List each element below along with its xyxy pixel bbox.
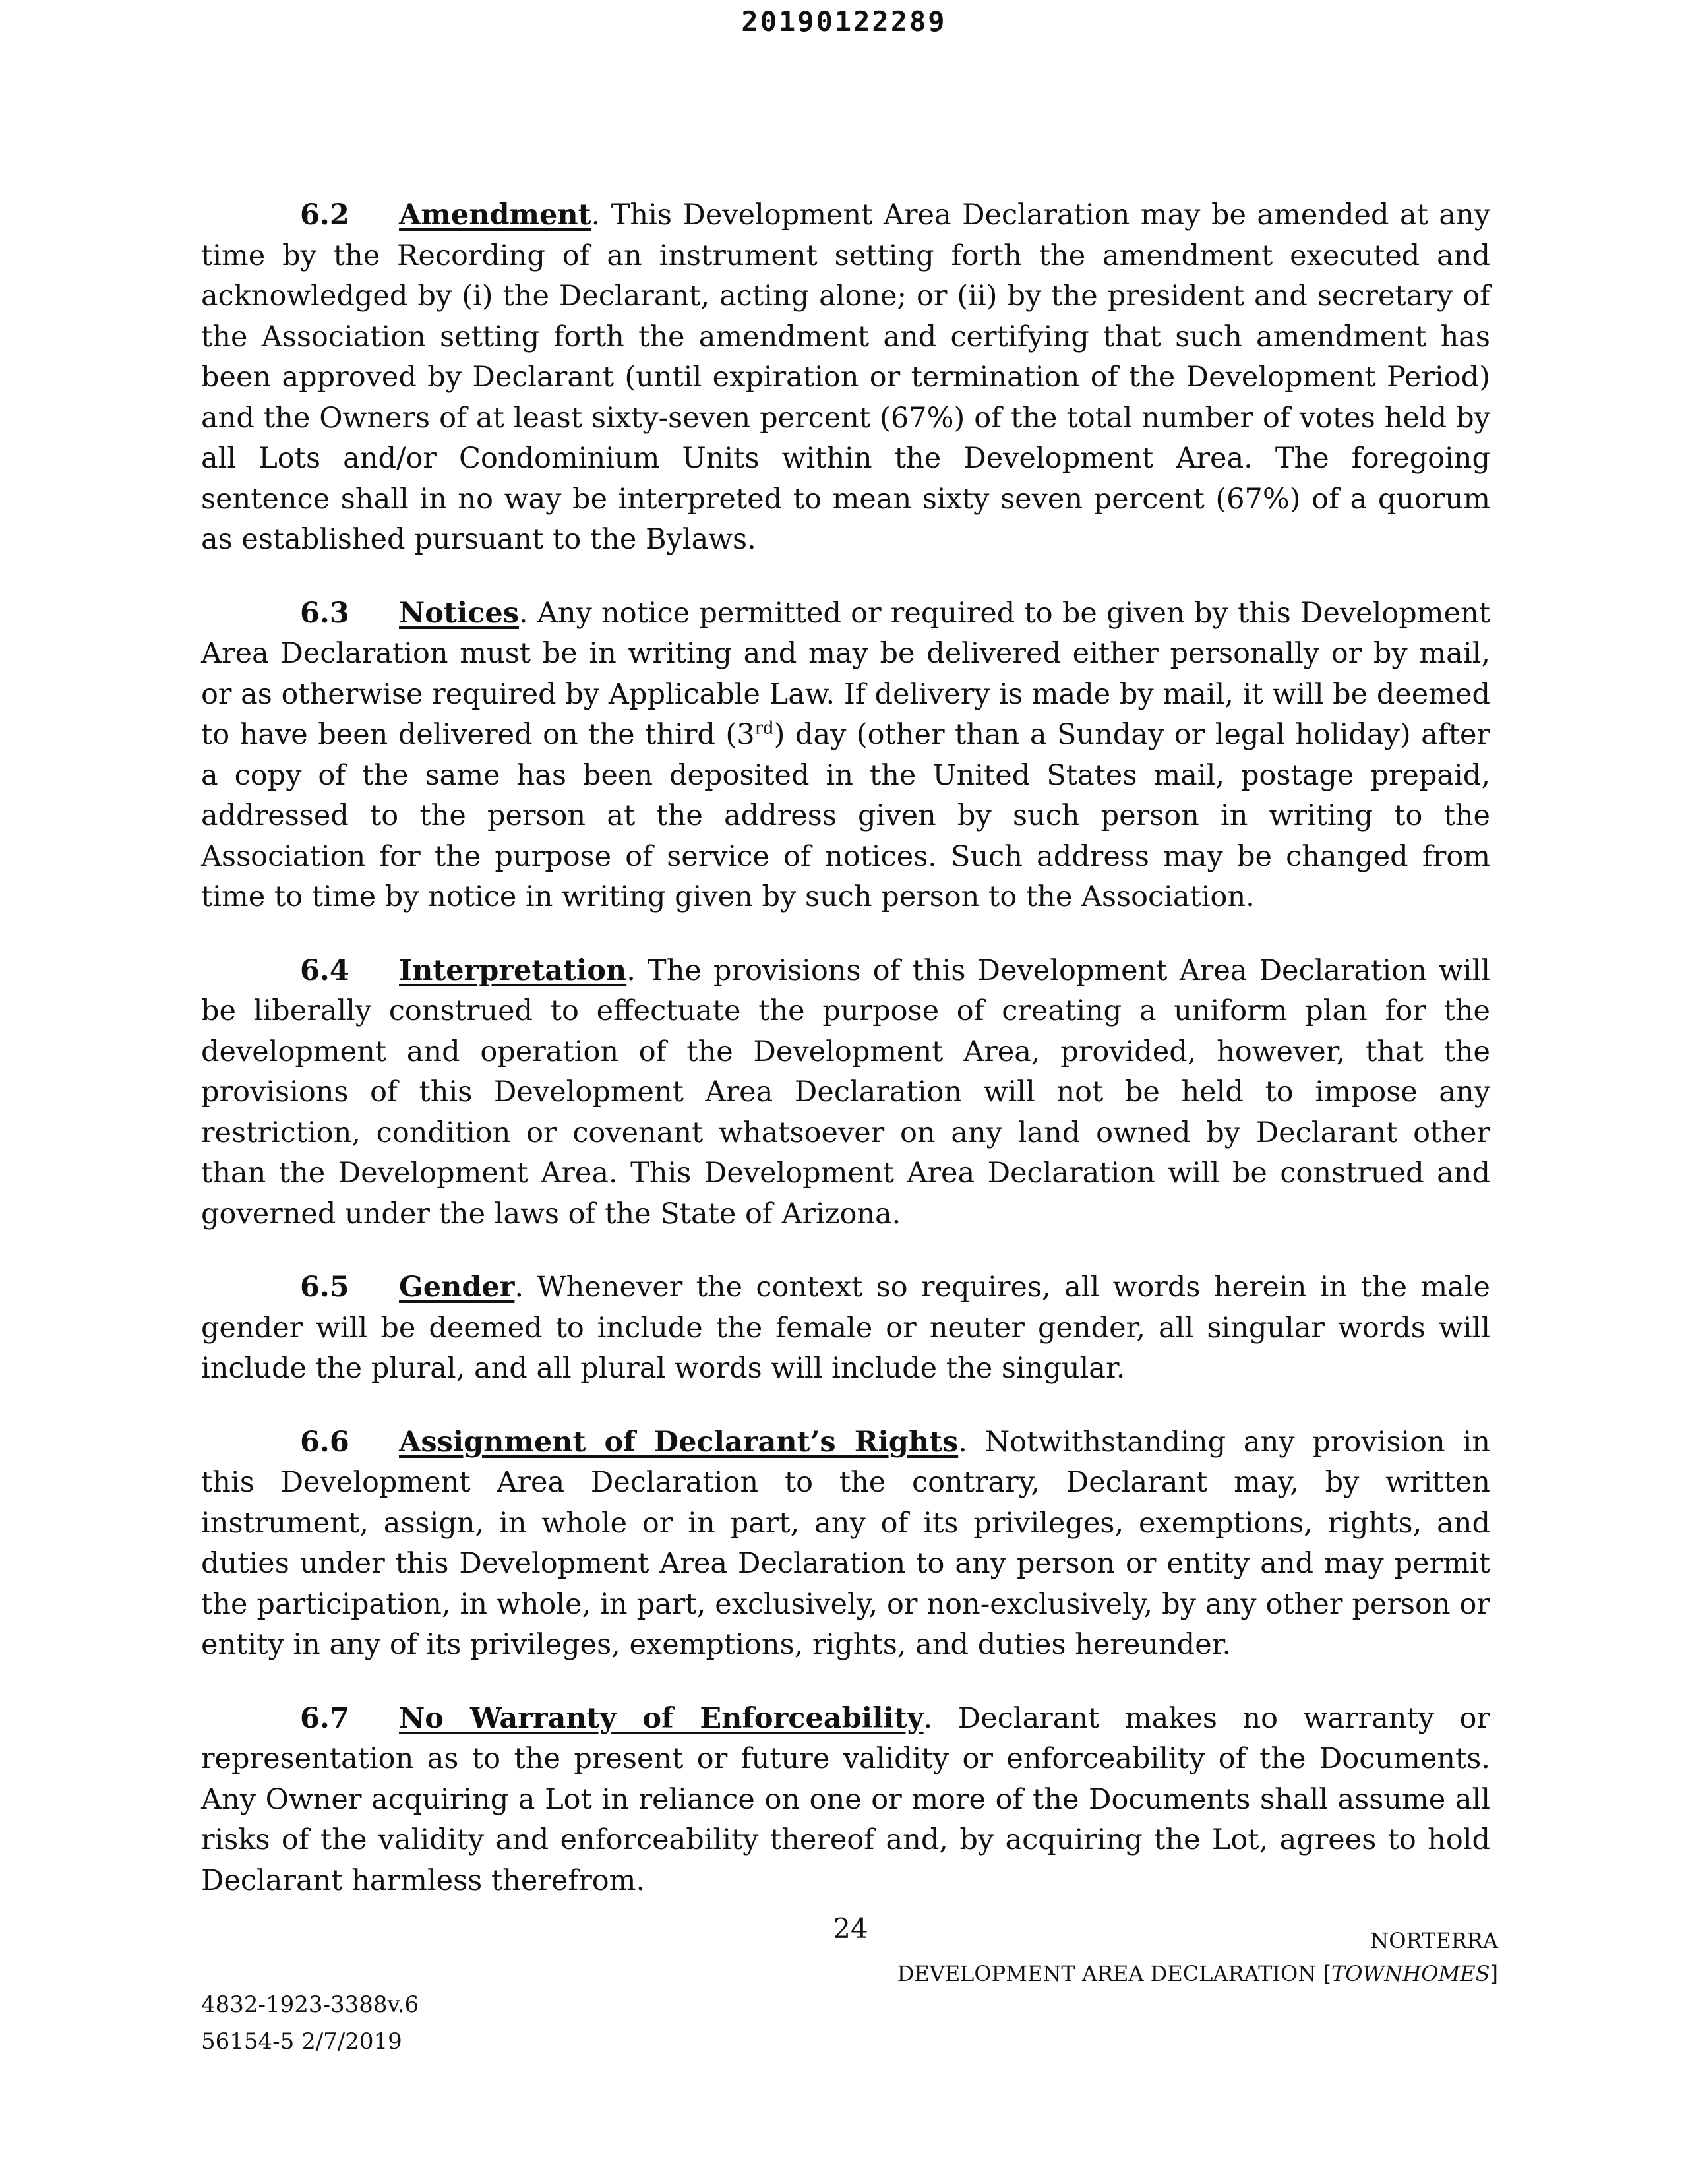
section-6-2 [201, 195, 1490, 561]
footer-declaration-prefix: DEVELOPMENT AREA DECLARATION [ [897, 1961, 1331, 1986]
footer-client-date: 56154-5 2/7/2019 [201, 2028, 402, 2055]
section-text: . The provisions of this Development Area Declaration will be liberally construed to effectuate the purpose of creating a uniform plan for the development and operation of the Development Area, provided, however, that the provisions of this Development Area Declaration will not be held to impose any restriction, condition or covenant whatsoever on any land owned by Declarant other than the Development Area. This Development Area Declaration will be construed and governed under the laws of the State of Arizona. [201, 954, 1490, 1230]
section-6-7 [201, 1699, 1490, 1902]
section-text: . Declarant makes no warranty or representation as to the present or future validity or enforceability of the Documents. Any Owner acquiring a Lot in reliance on one or more of the Documents shall assume all risks of the validity and enforceability thereof and, by acquiring the Lot, agrees to hold Declarant harmless therefrom. [201, 1701, 1490, 1897]
section-text: . Any notice permitted or required to be given by this Development Area Declaration must be in writing and may be delivered either personally or by mail, or as otherwise required by Applicable Law. If delivery is made by mail, it will be deemed to have been delivered on the third (3 [201, 596, 1490, 751]
section-6-5 [201, 1267, 1490, 1389]
footer-declaration-suffix: ] [1490, 1961, 1498, 1986]
section-text: . Notwithstanding any provision in this Development Area Declaration to the contrary, Declarant may, by written instrument, assign, in whole or in part, any of its privileges, exemptions, rights, and duties under this Development Area Declaration to any person or entity and may permit the participation, in whole, in part, exclusively, or non-exclusively, by any other person or entity in any of its privileges, exemptions, rights, and duties hereunder. [201, 1425, 1490, 1661]
section-number: 6.2 [300, 198, 349, 231]
footer-declaration-type: TOWNHOMES [1331, 1961, 1490, 1986]
section-6-3 [201, 593, 1490, 918]
recording-number: 20190122289 [741, 5, 947, 38]
section-6-4 [201, 951, 1490, 1235]
section-number: 6.5 [300, 1271, 349, 1304]
section-title: Amendment [399, 198, 591, 231]
page-number: 24 [833, 1912, 868, 1945]
section-text-continued: ) day (other than a Sunday or legal holiday) after a copy of the same has been deposited in the United States mail, postage prepaid, addressed to the person at the address given by such person in writing to the Association for the purpose of service of notices. Such address may be changed from time to time by notice in writing given by such person to the Association. [201, 718, 1490, 913]
section-title: Assignment of Declarant’s Rights [399, 1425, 959, 1459]
section-number: 6.3 [300, 596, 349, 630]
footer-doc-version: 4832-1923-3388v.6 [201, 1991, 419, 2018]
section-6-6 [201, 1422, 1490, 1666]
section-number: 6.7 [300, 1701, 349, 1735]
ordinal-superscript: rd [754, 718, 774, 739]
section-text: . This Development Area Declaration may be amended at any time by the Recording of an instrument setting forth the amendment executed and acknowledged by (i) the Declarant, acting alone; or (ii) by the president and secretary of the Association setting forth the amendment and certifying that such amendment has been approved by Declarant (until expiration or termination of the Development Period) and the Owners of at least sixty-seven percent (67%) of the total number of votes held by all Lots and/or Condominium Units within the Development Area. The foregoing sentence shall in no way be interpreted to mean sixty seven percent (67%) of a quorum as established pursuant to the Bylaws. [201, 198, 1490, 556]
section-title: Gender [399, 1271, 515, 1304]
document-body [201, 195, 1490, 1934]
section-title: No Warranty of Enforceability [399, 1701, 924, 1735]
footer-declaration-title [897, 1957, 1498, 1990]
section-number: 6.4 [300, 954, 349, 987]
section-text: . Whenever the context so requires, all words herein in the male gender will be deemed to include the female or neuter gender, all singular words will include the plural, and all plural words will include the singular. [201, 1271, 1490, 1385]
section-title: Notices [399, 596, 519, 630]
footer-doc-ids [201, 1986, 419, 2060]
section-title: Interpretation [399, 954, 627, 987]
footer-project-name: NORTERRA [1370, 1928, 1498, 1953]
footer-document-title [897, 1924, 1498, 1990]
section-number: 6.6 [300, 1425, 349, 1459]
